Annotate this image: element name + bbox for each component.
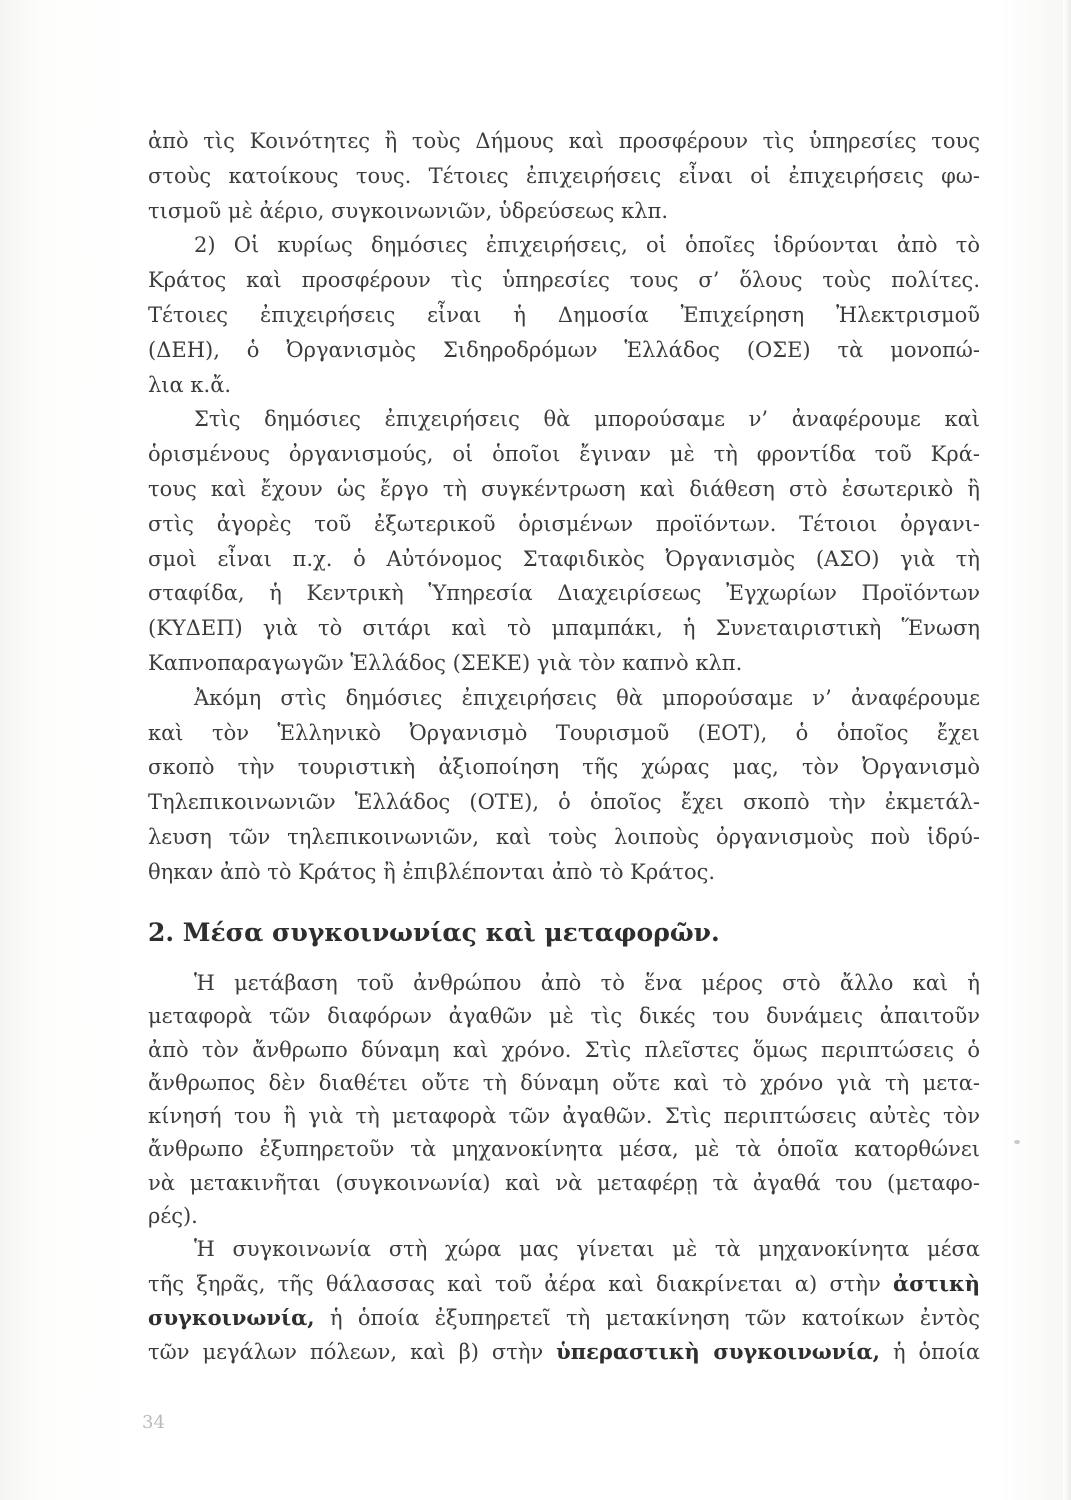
text-line <box>148 1301 980 1335</box>
text-line: στὶς ἀγορὲς τοῦ ἐξωτερικοῦ ὁρισμένων προϊόντων. Τέτοιοι ὀργανι- <box>148 511 980 536</box>
section-heading: 2. Μέσα συγκοινωνίας καὶ μεταφορῶν. <box>148 918 720 947</box>
body-text-section <box>148 967 980 1370</box>
text-line: τους καὶ ἔχουν ὡς ἔργο τὴ συγκέντρωση καὶ διάθεση στὸ ἐσωτερικὸ ἢ <box>148 476 980 501</box>
text-line: (ΔΕΗ), ὁ Ὀργανισμὸς Σιδηροδρόμων Ἑλλάδος (ΟΣΕ) τὰ μονοπώ- <box>148 337 980 362</box>
text-line: τισμοῦ μὲ ἀέριο, συγκοινωνιῶν, ὑδρεύσεως κλπ. <box>148 198 669 223</box>
paper-speck <box>1014 1140 1020 1144</box>
text-line: Τηλεπικοινωνιῶν Ἑλλάδος (ΟΤΕ), ὁ ὁποῖος ἔχει σκοπὸ τὴν ἐκμετάλ- <box>148 790 980 815</box>
page-number: 34 <box>142 1412 165 1433</box>
text-line <box>148 1267 980 1301</box>
text-line: καὶ τὸν Ἑλληνικὸ Ὀργανισμὸ Τουρισμοῦ (ΕΟΤ), ὁ ὁποῖος ἔχει <box>148 720 980 745</box>
text-run: ἡ ὁποία ἐξυπηρετεῖ τὴ μετακίνηση τῶν κατοίκων ἐντὸς <box>314 1305 980 1330</box>
bold-term: ὑπεραστικὴ συγκοινωνία, <box>556 1339 880 1365</box>
bold-term: συγκοινωνία, <box>148 1304 315 1330</box>
paragraph-2 <box>148 228 980 402</box>
section-paragraph-2 <box>148 1233 980 1369</box>
text-line: θηκαν ἀπὸ τὸ Κράτος ἢ ἐπιβλέπονται ἀπὸ τὸ Κράτος. <box>148 859 716 884</box>
text-line: Στὶς δημόσιες ἐπιχειρήσεις θὰ μπορούσαμε ν’ ἀναφέρουμε καὶ <box>194 407 980 432</box>
text-line: Ἀκόμη στὶς δημόσιες ἐπιχειρήσεις θὰ μπορούσαμε ν’ ἀναφέρουμε <box>194 685 980 710</box>
text-line: σμοὶ εἶναι π.χ. ὁ Αὐτόνομος Σταφιδικὸς Ὀργανισμὸς (ΑΣΟ) γιὰ τὴ <box>148 546 980 571</box>
text-line: Ἡ μετάβαση τοῦ ἀνθρώπου ἀπὸ τὸ ἕνα μέρος στὸ ἄλλο καὶ ἡ <box>194 971 980 995</box>
text-line: ρές). <box>148 1204 198 1229</box>
paragraph-3 <box>148 402 980 680</box>
paragraph-1 <box>148 124 980 228</box>
text-line: μεταφορὰ τῶν διαφόρων ἀγαθῶν μὲ τὶς δικές του δυνάμεις ἀπαιτοῦν <box>148 1004 980 1029</box>
text-line: λευση τῶν τηλεπικοινωνιῶν, καὶ τοὺς λοιποὺς ὀργανισμοὺς ποὺ ἱδρύ- <box>148 824 980 849</box>
section-paragraph-1 <box>148 967 980 1233</box>
text-line: ἀπὸ τὸν ἄνθρωπο δύναμη καὶ χρόνο. Στὶς πλεῖστες ὅμως περιπτώσεις ὁ <box>148 1037 980 1062</box>
text-line: λια κ.ἄ. <box>148 372 232 397</box>
paragraph-4 <box>148 681 980 890</box>
text-line: ἄνθρωπο ἐξυπηρετοῦν τὰ μηχανοκίνητα μέσα, μὲ τὰ ὁποῖα κατορθώνει <box>148 1137 980 1162</box>
text-line: 2) Οἱ κυρίως δημόσιες ἐπιχειρήσεις, οἱ ὁποῖες ἱδρύονται ἀπὸ τὸ <box>194 233 980 258</box>
text-line: στοὺς κατοίκους τους. Τέτοιες ἐπιχειρήσεις εἶναι οἱ ἐπιχειρήσεις φω- <box>148 163 980 188</box>
text-line: σταφίδα, ἡ Κεντρικὴ Ὑπηρεσία Διαχειρίσεως Ἐγχωρίων Προϊόντων <box>148 581 980 606</box>
text-line: ἄνθρωπος δὲν διαθέτει οὔτε τὴ δύναμη οὔτε καὶ τὸ χρόνο γιὰ τὴ μετα- <box>148 1070 980 1095</box>
text-line: κίνησή του ἢ γιὰ τὴ μεταφορὰ τῶν ἀγαθῶν. Στὶς περιπτώσεις αὐτὲς τὸν <box>148 1104 980 1129</box>
text-run: τῆς ξηρᾶς, τῆς θάλασσας καὶ τοῦ ἀέρα καὶ διακρίνεται α) στὴν <box>148 1271 894 1296</box>
text-line: Ἡ συγκοινωνία στὴ χώρα μας γίνεται μὲ τὰ μηχανοκίνητα μέσα <box>194 1237 980 1262</box>
text-line: ἀπὸ τὶς Κοινότητες ἢ τοὺς Δήμους καὶ προσφέρουν τὶς ὑπηρεσίες τους <box>148 129 980 153</box>
text-run: ἡ ὁποία <box>879 1340 981 1365</box>
text-line: ὁρισμένους ὀργανισμούς, οἱ ὁποῖοι ἔγιναν μὲ τὴ φροντίδα τοῦ Κρά- <box>148 442 980 467</box>
text-line: νὰ μετακινῆται (συγκοινωνία) καὶ νὰ μεταφέρῃ τὰ ἀγαθά του (μεταφο- <box>148 1170 980 1195</box>
page-edge-shadow <box>1063 0 1071 1500</box>
text-run: τῶν μεγάλων πόλεων, καὶ β) στὴν <box>148 1340 557 1365</box>
body-text-top <box>148 124 980 890</box>
bold-term: ἀστικὴ <box>893 1270 980 1296</box>
text-line: Κράτος καὶ προσφέρουν τὶς ὑπηρεσίες τους σ’ ὅλους τοὺς πολίτες. <box>148 268 980 293</box>
text-line: Καπνοπαραγωγῶν Ἑλλάδος (ΣΕΚΕ) γιὰ τὸν καπνὸ κλπ. <box>148 650 743 675</box>
text-line: (ΚΥΔΕΠ) γιὰ τὸ σιτάρι καὶ τὸ μπαμπάκι, ἡ Συνεταιριστικὴ Ἕνωση <box>148 616 980 641</box>
text-line: σκοπὸ τὴν τουριστικὴ ἀξιοποίηση τῆς χώρας μας, τὸν Ὀργανισμὸ <box>148 755 980 780</box>
text-line <box>148 1335 980 1369</box>
text-line: Τέτοιες ἐπιχειρήσεις εἶναι ἡ Δημοσία Ἐπιχείρηση Ἠλεκτρισμοῦ <box>148 302 980 327</box>
